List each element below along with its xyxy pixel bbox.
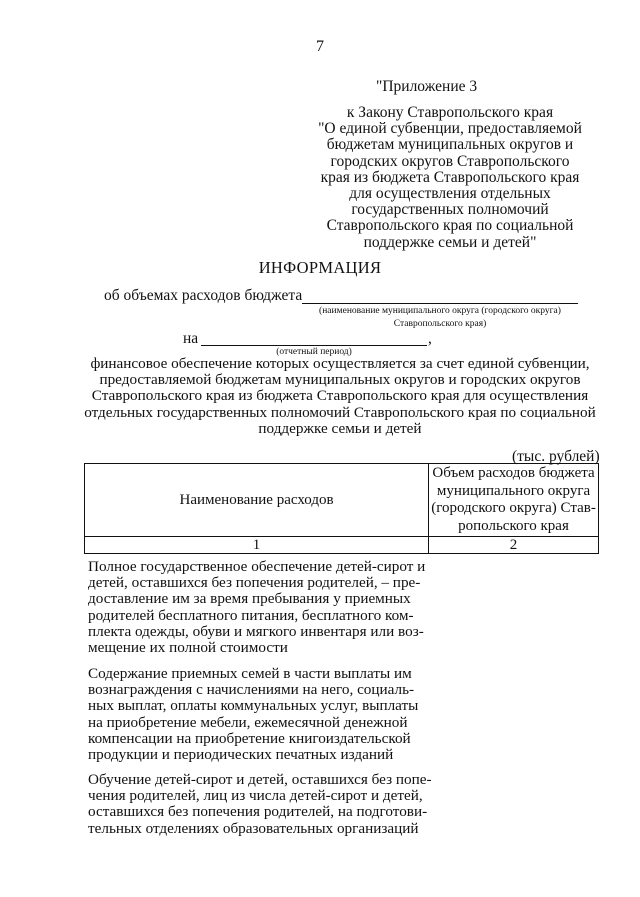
appendix-basis-line: бюджетам муниципальных округов и — [326, 136, 574, 154]
period-label: на — [183, 330, 199, 347]
expense-row-line: Обучение детей-сирот и детей, оставшихся без попе- — [88, 771, 432, 788]
expense-row-2 — [88, 666, 428, 763]
expense-row-line: компенсации на приобретение книгоиздательской — [88, 729, 411, 747]
appendix-basis-line: поддержке семьи и детей" — [363, 233, 537, 251]
budget-caption-line2: Ставропольского края) — [393, 319, 487, 329]
column-number-2: 2 — [429, 537, 599, 554]
expense-table — [84, 463, 599, 554]
appendix-basis-line: городских округов Ставропольского — [330, 152, 570, 170]
appendix-basis-line: государственных полномочий — [351, 201, 549, 219]
page-number: 7 — [316, 38, 324, 55]
period-comma: , — [428, 330, 432, 347]
funding-line: предоставляемой бюджетам муниципальных округов и городских округов — [99, 371, 581, 389]
column-header-line: муниципального округа — [436, 482, 591, 499]
expense-row-line: доставление им за время пребывания у приемных — [88, 590, 411, 608]
period-blank — [201, 345, 427, 346]
column-header-line: ропольского края — [458, 517, 569, 534]
budget-name-blank — [302, 303, 578, 304]
column-header-expense-name: Наименование расходов — [85, 464, 429, 537]
appendix-title: "Приложение 3 — [376, 78, 478, 95]
expense-row-1 — [88, 559, 428, 656]
funding-paragraph — [60, 356, 620, 437]
expense-row-line: ных выплат, оплаты коммунальных услуг, выплаты — [88, 697, 419, 715]
period-caption: (отчетный период) — [276, 347, 352, 357]
appendix-basis — [300, 105, 600, 251]
table-header-row — [85, 464, 599, 537]
funding-line: Ставропольского края из бюджета Ставропольского края для осуществления — [91, 387, 589, 405]
appendix-basis-line: "О единой субвенции, предоставляемой — [318, 120, 582, 138]
expense-row-line: Содержание приемных семей в части выплаты им — [88, 665, 412, 682]
column-header-line: (городского округа) Став- — [431, 500, 596, 516]
column-header-expense-volume — [429, 464, 599, 537]
funding-line: финансовое обеспечение которых осуществляется за счет единой субвенции, — [90, 355, 590, 372]
expense-row-line: детей, оставшихся без попечения родителей, – пре- — [88, 574, 421, 592]
funding-line: отдельных государственных полномочий Ставропольского края по социальной — [84, 403, 596, 421]
expense-row-line: родителей бесплатного питания, бесплатного ком- — [88, 606, 414, 624]
expense-row-line: на приобретение мебели, ежемесячной денежной — [88, 713, 408, 731]
budget-label: об объемах расходов бюджета — [104, 287, 303, 304]
expense-row-line: вознаграждения с начислениями на него, социаль- — [88, 681, 415, 699]
units-label: (тыс. рублей) — [512, 448, 600, 465]
column-header-line: Объем расходов бюджета — [432, 465, 595, 481]
expense-row-3 — [88, 771, 432, 837]
document-title: ИНФОРМАЦИЯ — [258, 258, 382, 277]
funding-line: поддержке семьи и детей — [258, 419, 422, 437]
expense-row-line: плекта одежды, обуви и мягкого инвентаря или воз- — [88, 622, 424, 640]
expense-row-line: чения родителей, лиц из числа детей-сирот и детей, — [88, 787, 423, 805]
expense-row-line: оставшихся без попечения родителей, на подготови- — [88, 803, 428, 821]
appendix-basis-line: края из бюджета Ставропольского края — [320, 168, 580, 186]
appendix-basis-line: для осуществления отдельных — [349, 185, 551, 203]
expense-row-line: мещение их полной стоимости — [88, 639, 288, 657]
expense-row-line: продукции и периодических печатных изданий — [88, 746, 394, 764]
appendix-basis-line: к Закону Ставропольского края — [346, 104, 554, 121]
expense-row-line: тельных отделениях образовательных организаций — [88, 819, 419, 837]
appendix-basis-line: Ставропольского края по социальной — [326, 217, 574, 235]
expense-row-line: Полное государственное обеспечение детей-сирот и — [88, 558, 426, 575]
budget-caption-line1: (наименование муниципального округа (городского округа) — [319, 306, 561, 316]
column-number-row — [85, 537, 599, 554]
column-number-1: 1 — [85, 537, 429, 554]
